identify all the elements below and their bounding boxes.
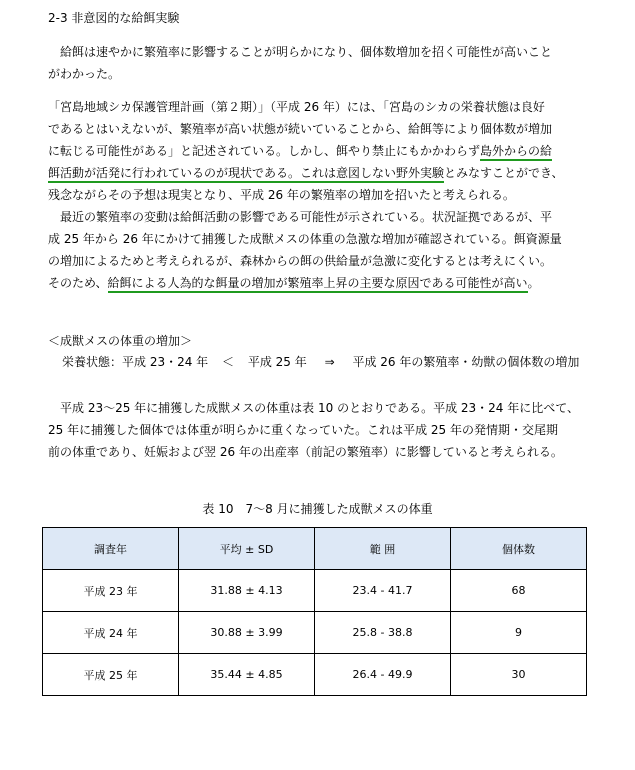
weight-table [42, 527, 587, 696]
table-cell: 26.4 - 49.9 [315, 654, 451, 696]
table-cell: 25.8 - 38.8 [315, 612, 451, 654]
table-cell: 平成 24 年 [43, 612, 179, 654]
paragraph-line [48, 140, 588, 162]
underlined-text: 給餌による人為的な餌量の増加が繁殖率上昇の主要な原因である可能性が高い [108, 276, 528, 293]
paragraph-1 [48, 41, 588, 85]
paragraph-line [48, 272, 588, 294]
paragraph-line: であるとはいえないが、繁殖率が高い状態が続いていることから、給餌等により個体数が増加 [48, 122, 553, 136]
paragraph-line: がわかった。 [48, 67, 121, 81]
paragraph-line [48, 162, 588, 184]
table-cell: 平成 23 年 [43, 570, 179, 612]
table-caption: 表 10 7～8 月に捕獲した成獣メスの体重 [202, 502, 433, 516]
table-cell: 31.88 ± 4.13 [179, 570, 315, 612]
header-cell: 個体数 [451, 528, 587, 570]
table-cell: 30.88 ± 3.99 [179, 612, 315, 654]
arrow-icon: ⇒ [324, 355, 335, 369]
table-row [43, 612, 587, 654]
formula-left: 平成 23・24 年 [122, 355, 209, 369]
header-cell: 平均 ± SD [179, 528, 315, 570]
table-row [43, 570, 587, 612]
section-heading: 2-3 非意図的な給餌実験 [48, 11, 180, 25]
paragraph-line: の増加によるためと考えられるが、森林からの餌の供給量が急激に変化するとは考えにくい。 [48, 254, 553, 268]
formula-result: 平成 26 年の繁殖率・幼獣の個体数の増加 [352, 355, 580, 369]
table-row [43, 654, 587, 696]
header-cell: 範 囲 [315, 528, 451, 570]
formula-label: 栄養状態： [62, 355, 123, 369]
plain-text: とみなすことができ、 [444, 166, 564, 180]
table-cell: 平成 25 年 [43, 654, 179, 696]
paragraph-line: 給餌は速やかに繁殖率に影響することが明らかになり、個体数増加を招く可能性が高いこと [48, 45, 553, 59]
subsection-heading: ＜成獣メスの体重の増加＞ [48, 334, 193, 348]
table-cell: 9 [451, 612, 587, 654]
plain-text: そのため、 [48, 276, 108, 290]
paragraph-line: 前の体重であり、妊娠および翌 26 年の出産率（前記の繁殖率）に影響していると考えられる。 [48, 445, 563, 459]
paragraph-2 [48, 96, 588, 294]
formula-right: 平成 25 年 [247, 355, 307, 369]
paragraph-line: 成 25 年から 26 年にかけて捕獲した成獣メスの体重の急激な増加が確認されている。餌資源量 [48, 232, 562, 246]
paragraph-line: 平成 23～25 年に捕獲した成獣メスの体重は表 10 のとおりである。平成 23・24 年に比べて、 [48, 401, 579, 415]
paragraph-line: 「宮島地域シカ保護管理計画（第２期）」（平成 26 年）には、「宮島のシカの栄養状態は良好 [48, 100, 545, 114]
paragraph-line: 残念ながらその予想は現実となり、平成 26 年の繁殖率の増加を招いたと考えられる。 [48, 188, 515, 202]
paragraph-line: 25 年に捕獲した個体では体重が明らかに重くなっていた。これは平成 25 年の発情期・交尾期 [48, 423, 558, 437]
underlined-text: 島外からの給 [480, 144, 552, 161]
table-cell: 35.44 ± 4.85 [179, 654, 315, 696]
table-header-row [43, 528, 587, 570]
table-cell: 30 [451, 654, 587, 696]
paragraph-line: 最近の繁殖率の変動は給餌活動の影響である可能性が示されている。状況証拠であるが、平 [48, 210, 553, 224]
underlined-text: 餌活動が活発に行われているのが現状である。これは意図しない野外実験 [48, 166, 444, 183]
header-cell: 調査年 [43, 528, 179, 570]
nutrition-formula [62, 353, 579, 371]
table-cell: 23.4 - 41.7 [315, 570, 451, 612]
plain-text: に転じる可能性がある」と記述されている。しかし、餌やり禁止にもかかわらず [48, 144, 481, 158]
paragraph-3 [48, 397, 588, 463]
plain-text: 。 [527, 276, 540, 290]
table-cell: 68 [451, 570, 587, 612]
less-than-symbol: ＜ [222, 355, 235, 369]
